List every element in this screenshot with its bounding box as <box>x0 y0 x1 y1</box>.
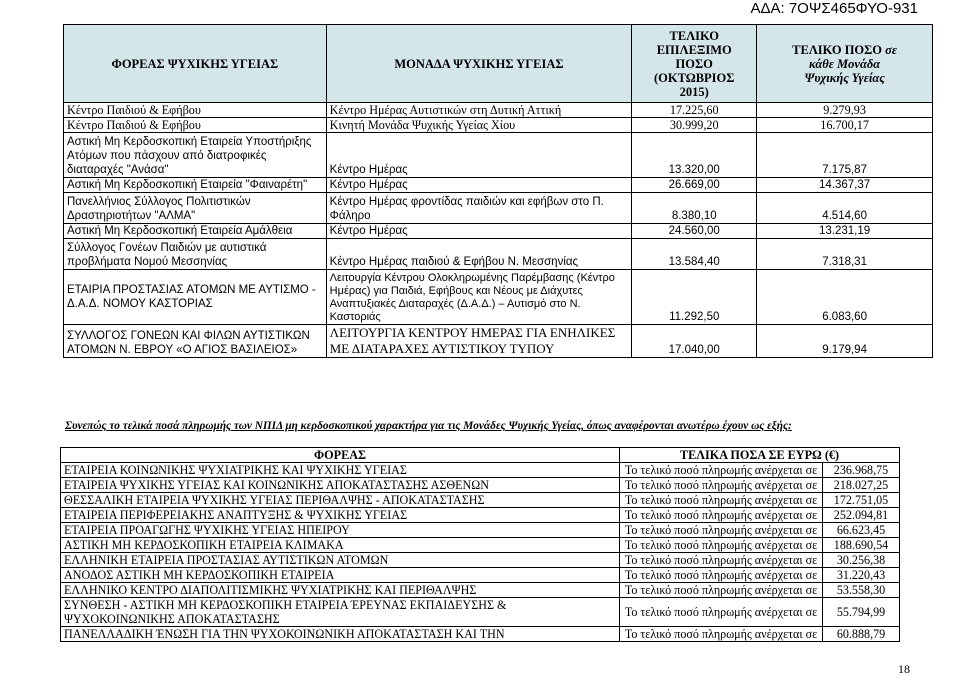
header-foreas: ΦΟΡΕΑΣ <box>61 448 620 463</box>
cell-text: Το τελικό ποσό πληρωμής ανέρχεται σε <box>620 598 823 627</box>
page-number: 18 <box>898 662 910 676</box>
cell-text: Το τελικό ποσό πληρωμής ανέρχεται σε <box>620 463 823 478</box>
cell-teliko: 13.231,19 <box>757 224 933 239</box>
cell-amount: 30.256,38 <box>823 553 900 568</box>
cell-teliko: 9.279,93 <box>757 103 933 118</box>
cell-text: Το τελικό ποσό πληρωμής ανέρχεται σε <box>620 508 823 523</box>
header-poso-line: ΕΠΙΛΕΞΙΜΟ <box>656 42 732 57</box>
cell-teliko: 14.367,37 <box>757 178 933 193</box>
cell-teliko: 4.514,60 <box>757 193 933 224</box>
cell-amount: 53.558,30 <box>823 583 900 598</box>
cell-foreas: ΘΕΣΣΑΛΙΚΗ ΕΤΑΙΡΕΙΑ ΨΥΧΙΚΗΣ ΥΓΕΙΑΣ ΠΕΡΙΘΑΛΨΗΣ - ΑΠΟΚΑΤΑΣΤΑΣΗΣ <box>61 493 620 508</box>
cell-foreas: ΕΛΛΗΝΙΚΗ ΕΤΑΙΡΕΙΑ ΠΡΟΣΤΑΣΙΑΣ ΑΥΤΙΣΤΙΚΩΝ ΑΤΟΜΩΝ <box>61 553 620 568</box>
cell-foreas: ΠΑΝΕΛΛΑΔΙΚΗ ΈΝΩΣΗ ΓΙΑ ΤΗΝ ΨΥΧΟΚΟΙΝΩΝΙΚΗ ΑΠΟΚΑΤΑΣΤΑΣΗ ΚΑΙ ΤΗΝ <box>61 627 620 642</box>
cell-foreas: Αστική Μη Κερδοσκοπική Εταιρεία Αμάλθεια <box>64 224 327 239</box>
header-teliko-text: σε <box>885 42 898 57</box>
table-row <box>61 627 900 642</box>
table-row <box>61 553 900 568</box>
cell-monada: Κέντρο Ημέρας <box>326 224 632 239</box>
table-row <box>61 493 900 508</box>
table-row <box>64 133 933 178</box>
cell-text: Το τελικό ποσό πληρωμής ανέρχεται σε <box>620 478 823 493</box>
cell-monada: Λειτουργία Κέντρου Ολοκληρωμένης Παρέμβασης (Κέντρο Ημέρας) για Παιδιά, Εφήβους και Νέους με Διάχυτες Αναπτυξιακές Διαταραχές (Δ.Α.Δ.) – Αυτισμό στο Ν. Καστοριάς <box>326 270 632 325</box>
cell-foreas: ΕΤΑΙΡΕΙΑ ΠΡΟΑΓΩΓΗΣ ΨΥΧΙΚΗΣ ΥΓΕΙΑΣ ΗΠΕΙΡΟΥ <box>61 523 620 538</box>
cell-monada: Κέντρο Ημέρας Αυτιστικών στη Δυτική Αττική <box>326 103 632 118</box>
cell-foreas: ΕΛΛΗΝΙΚΟ ΚΕΝΤΡΟ ΔΙΑΠΟΛΙΤΙΣΜΙΚΗΣ ΨΥΧΙΑΤΡΙΚΗΣ ΚΑΙ ΠΕΡΙΘΑΛΨΗΣ <box>61 583 620 598</box>
table-row <box>61 598 900 627</box>
table-row <box>64 224 933 239</box>
cell-foreas: ΣΥΛΛΟΓΟΣ ΓΟΝΕΩΝ ΚΑΙ ΦΙΛΩΝ ΑΥΤΙΣΤΙΚΩΝ ΑΤΟΜΩΝ Ν. ΕΒΡΟΥ «Ο ΑΓΙΟΣ ΒΑΣΙΛΕΙΟΣ» <box>64 325 327 358</box>
totals-table-header <box>61 448 900 463</box>
header-teliko-line: Ψυχικής Υγείας <box>804 70 885 85</box>
cell-teliko: 7.318,31 <box>757 239 933 270</box>
table-row <box>61 463 900 478</box>
header-monada: ΜΟΝΑΔΑ ΨΥΧΙΚΗΣ ΥΓΕΙΑΣ <box>326 25 632 103</box>
units-table-header <box>64 25 933 103</box>
cell-monada: Κέντρο Ημέρας παιδιού & Εφήβου Ν. Μεσσηνίας <box>326 239 632 270</box>
cell-text: Το τελικό ποσό πληρωμής ανέρχεται σε <box>620 523 823 538</box>
cell-amount: 252.094,81 <box>823 508 900 523</box>
table-row <box>64 178 933 193</box>
cell-teliko: 9.179,94 <box>757 325 933 358</box>
cell-poso: 30.999,20 <box>632 118 757 133</box>
cell-poso: 13.584,40 <box>632 239 757 270</box>
cell-poso: 26.669,00 <box>632 178 757 193</box>
cell-monada: Κινητή Μονάδα Ψυχικής Υγείας Χίου <box>326 118 632 133</box>
header-teliko-line: κάθε Μονάδα <box>809 56 881 71</box>
cell-foreas: Αστική Μη Κερδοσκοπική Εταιρεία Υποστήριξης Ατόμων που πάσχουν από διατροφικές διαταραχές "Ανάσα" <box>64 133 327 178</box>
cell-foreas: ΑΣΤΙΚΗ ΜΗ ΚΕΡΔΟΣΚΟΠΙΚΗ ΕΤΑΙΡΕΙΑ ΚΛΙΜΑΚΑ <box>61 538 620 553</box>
cell-amount: 31.220,43 <box>823 568 900 583</box>
table-row <box>64 103 933 118</box>
totals-table <box>60 447 900 642</box>
cell-amount: 55.794,99 <box>823 598 900 627</box>
cell-poso: 8.380,10 <box>632 193 757 224</box>
cell-text: Το τελικό ποσό πληρωμής ανέρχεται σε <box>620 583 823 598</box>
cell-poso: 11.292,50 <box>632 270 757 325</box>
header-foreas: ΦΟΡΕΑΣ ΨΥΧΙΚΗΣ ΥΓΕΙΑΣ <box>64 25 327 103</box>
cell-foreas: ΕΤΑΙΡΕΙΑ ΚΟΙΝΩΝΙΚΗΣ ΨΥΧΙΑΤΡΙΚΗΣ ΚΑΙ ΨΥΧΙΚΗΣ ΥΓΕΙΑΣ <box>61 463 620 478</box>
table-row <box>64 193 933 224</box>
cell-foreas: Κέντρο Παιδιού & Εφήβου <box>64 103 327 118</box>
cell-poso: 13.320,00 <box>632 133 757 178</box>
table-row <box>61 583 900 598</box>
cell-text: Το τελικό ποσό πληρωμής ανέρχεται σε <box>620 493 823 508</box>
cell-monada: ΛΕΙΤΟΥΡΓΙΑ ΚΕΝΤΡΟΥ ΗΜΕΡΑΣ ΓΙΑ ΕΝΗΛΙΚΕΣ ΜΕ ΔΙΑΤΑΡΑΧΕΣ ΑΥΤΙΣΤΙΚΟΥ ΤΥΠΟΥ <box>326 325 632 358</box>
cell-foreas: ΑΝΟΔΟΣ ΑΣΤΙΚΗ ΜΗ ΚΕΡΔΟΣΚΟΠΙΚΗ ΕΤΑΙΡΕΙΑ <box>61 568 620 583</box>
units-table <box>63 24 933 358</box>
header-poso-line: 2015) <box>679 84 709 99</box>
cell-teliko: 6.083,60 <box>757 270 933 325</box>
cell-poso: 17.225,60 <box>632 103 757 118</box>
header-teliko-text: ΤΕΛΙΚΟ ΠΟΣΟ <box>792 42 883 57</box>
cell-amount: 236.968,75 <box>823 463 900 478</box>
summary-note: Συνεπώς το τελικά ποσά πληρωμής των ΝΠΙΔ μη κερδοσκοπικού χαρακτήρα για τις Μονάδες Ψυχικής Υγείας, όπως αναφέρονται ανωτέρω έχουν ως εξής: <box>65 420 792 432</box>
cell-foreas: Πανελλήνιος Σύλλογος Πολιτιστικών Δραστηριοτήτων "ΑΛΜΑ" <box>64 193 327 224</box>
cell-amount: 66.623,45 <box>823 523 900 538</box>
cell-poso: 17.040,00 <box>632 325 757 358</box>
table-row <box>61 478 900 493</box>
header-teliko-line <box>760 43 929 57</box>
header-poso-line: ΠΟΣΟ <box>675 56 713 71</box>
cell-text: Το τελικό ποσό πληρωμής ανέρχεται σε <box>620 538 823 553</box>
table-row <box>61 523 900 538</box>
cell-amount: 188.690,54 <box>823 538 900 553</box>
cell-amount: 60.888,79 <box>823 627 900 642</box>
cell-teliko: 7.175,87 <box>757 133 933 178</box>
cell-monada: Κέντρο Ημέρας φροντίδας παιδιών και εφήβων στο Π. Φάληρο <box>326 193 632 224</box>
table-row <box>61 508 900 523</box>
cell-foreas: Κέντρο Παιδιού & Εφήβου <box>64 118 327 133</box>
table-row <box>64 239 933 270</box>
cell-monada: Κέντρο Ημέρας <box>326 133 632 178</box>
table-row <box>64 270 933 325</box>
cell-foreas: Σύλλογος Γονέων Παιδιών με αυτιστικά προβλήματα Νομού Μεσσηνίας <box>64 239 327 270</box>
header-teliko <box>757 25 933 103</box>
header-poso-line: ΤΕΛΙΚΟ <box>669 28 719 43</box>
cell-foreas: ΕΤΑΙΡΕΙΑ ΠΕΡΙΦΕΡΕΙΑΚΗΣ ΑΝΑΠΤΥΞΗΣ & ΨΥΧΙΚΗΣ ΥΓΕΙΑΣ <box>61 508 620 523</box>
header-poso <box>632 25 757 103</box>
cell-text: Το τελικό ποσό πληρωμής ανέρχεται σε <box>620 627 823 642</box>
cell-foreas: ΕΤΑΙΡΕΙΑ ΨΥΧΙΚΗΣ ΥΓΕΙΑΣ ΚΑΙ ΚΟΙΝΩΝΙΚΗΣ ΑΠΟΚΑΤΑΣΤΑΣΗΣ ΑΣΘΕΝΩΝ <box>61 478 620 493</box>
table-row <box>64 118 933 133</box>
header-poso-line: (ΟΚΤΩΒΡΙΟΣ <box>653 70 735 85</box>
header-posa: ΤΕΛΙΚΑ ΠΟΣΑ ΣΕ ΕΥΡΩ (€) <box>620 448 900 463</box>
cell-foreas: Αστική Μη Κερδοσκοπική Εταιρεία "Φαιναρέτη" <box>64 178 327 193</box>
cell-monada: Κέντρο Ημέρας <box>326 178 632 193</box>
cell-amount: 218.027,25 <box>823 478 900 493</box>
cell-text: Το τελικό ποσό πληρωμής ανέρχεται σε <box>620 553 823 568</box>
cell-teliko: 16.700,17 <box>757 118 933 133</box>
table-row <box>64 325 933 358</box>
ada-code: ΑΔΑ: 7ΟΨΣ465ΦΥΟ-931 <box>750 0 918 17</box>
cell-amount: 172.751,05 <box>823 493 900 508</box>
cell-text: Το τελικό ποσό πληρωμής ανέρχεται σε <box>620 568 823 583</box>
cell-foreas: ΣΥΝΘΕΣΗ - ΑΣΤΙΚΗ ΜΗ ΚΕΡΔΟΣΚΟΠΙΚΗ ΕΤΑΙΡΕΙΑ ΈΡΕΥΝΑΣ ΕΚΠΑΙΔΕΥΣΗΣ & ΨΥΧΟΚΟΙΝΩΝΙΚΗΣ ΑΠΟΚΑΤΑΣΤΑΣΗΣ <box>61 598 620 627</box>
cell-foreas: ΕΤΑΙΡΙΑ ΠΡΟΣΤΑΣΙΑΣ ΑΤΟΜΩΝ ΜΕ ΑΥΤΙΣΜΟ - Δ.Α.Δ. ΝΟΜΟΥ ΚΑΣΤΟΡΙΑΣ <box>64 270 327 325</box>
table-row <box>61 538 900 553</box>
cell-poso: 24.560,00 <box>632 224 757 239</box>
table-row <box>61 568 900 583</box>
